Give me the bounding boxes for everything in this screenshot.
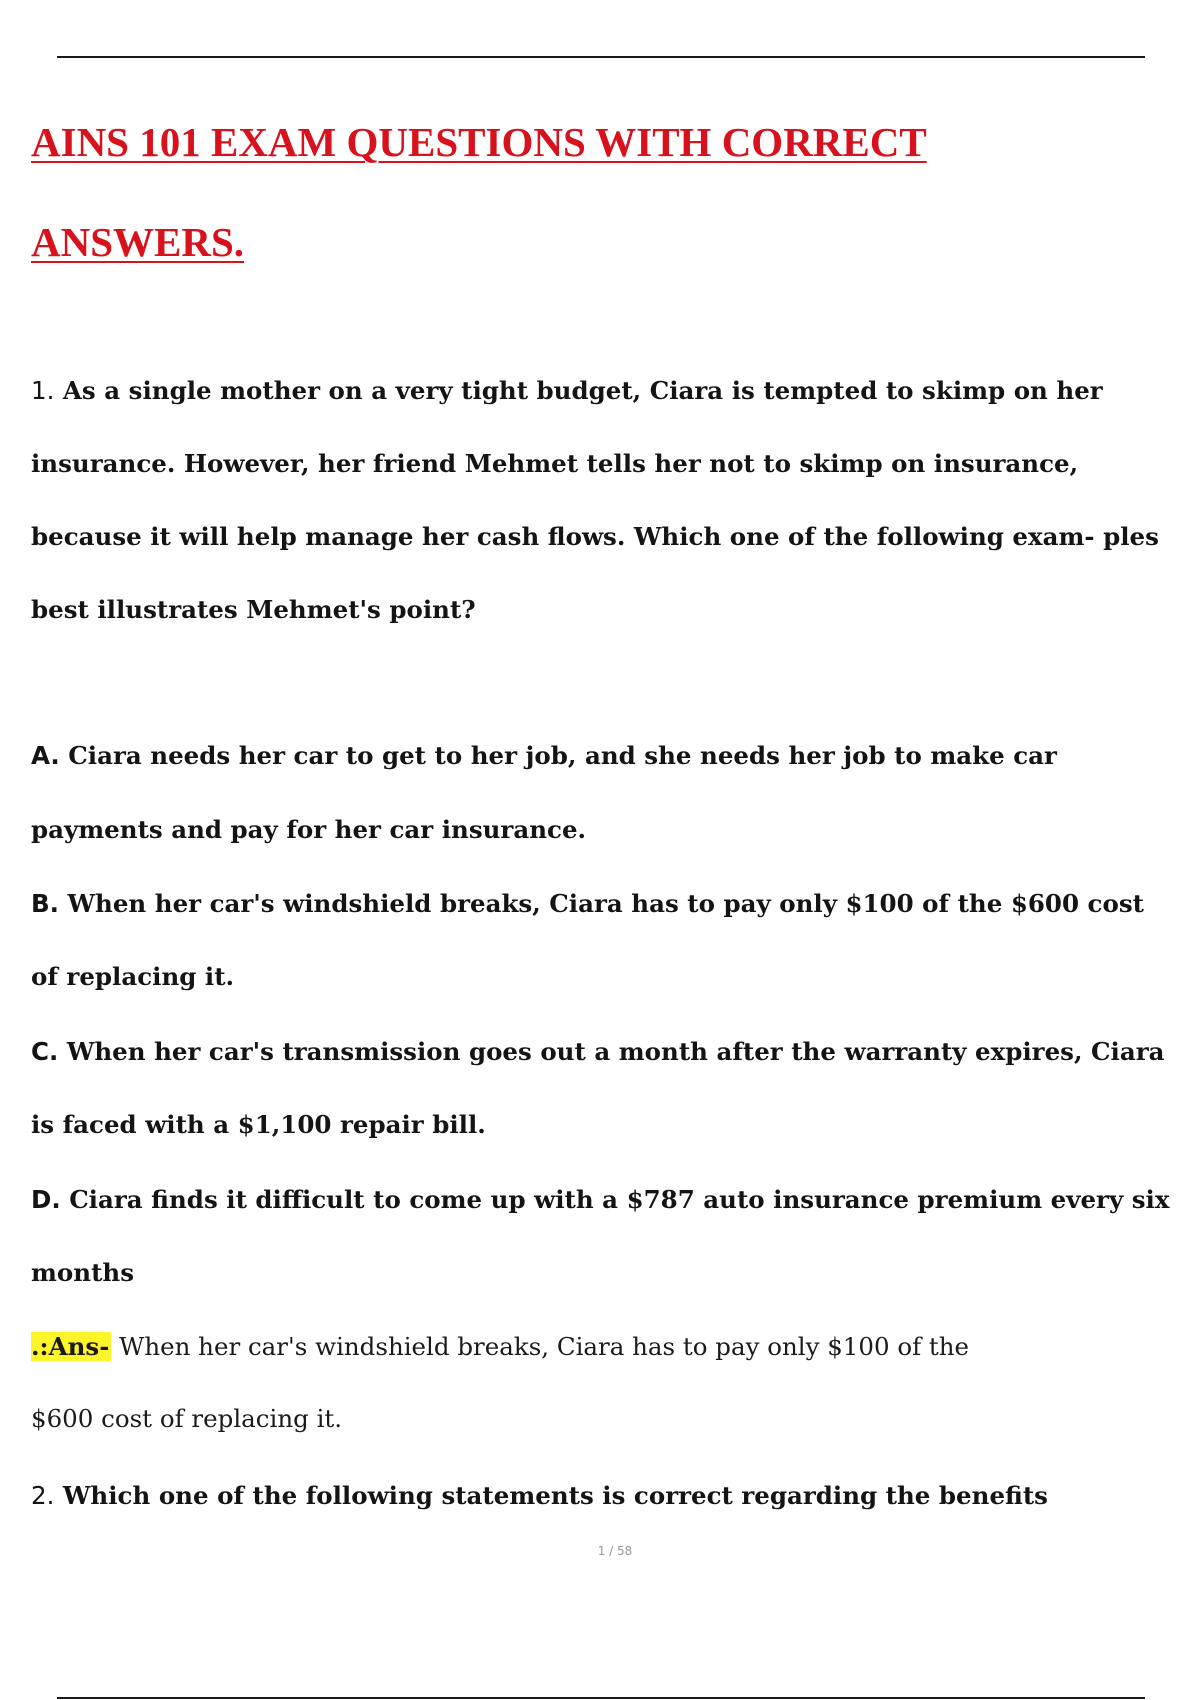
- answer-line-1: .:Ans- When her car's windshield breaks, Ciara has to pay only $100 of the: [31, 1332, 970, 1361]
- answer-label: .:Ans-: [31, 1332, 110, 1361]
- option-a-line-2: payments and pay for her car insurance.: [31, 815, 587, 844]
- question-2-number: 2.: [31, 1481, 55, 1510]
- option-d-letter: D.: [31, 1185, 61, 1214]
- option-a-letter: A.: [31, 741, 60, 770]
- document-title-line-2: ANSWERS.: [31, 219, 245, 265]
- option-b-line-2: of replacing it.: [31, 962, 235, 991]
- question-1-line-4: best illustrates Mehmet's point?: [31, 595, 476, 624]
- option-d-line-1: D. Ciara finds it difficult to come up with a $787 auto insurance premium every six: [31, 1185, 1170, 1214]
- top-divider: [57, 56, 1145, 58]
- question-1-line-1: 1. As a single mother on a very tight budget, Ciara is tempted to skimp on her: [31, 376, 1103, 405]
- bottom-divider: [57, 1697, 1145, 1699]
- page-indicator: 1 / 58: [597, 1544, 633, 1558]
- option-c-line-2: is faced with a $1,100 repair bill.: [31, 1110, 486, 1139]
- option-d-line-2: months: [31, 1258, 135, 1287]
- option-c-line-1: C. When her car's transmission goes out a month after the warranty expires, Ciara: [31, 1037, 1165, 1066]
- question-2-line-1: 2. Which one of the following statements is correct regarding the benefits: [31, 1481, 1048, 1510]
- question-1-number: 1.: [31, 376, 55, 405]
- document-title-line-1: AINS 101 EXAM QUESTIONS WITH CORRECT: [31, 119, 927, 165]
- option-b-line-1: B. When her car's windshield breaks, Ciara has to pay only $100 of the $600 cost: [31, 889, 1144, 918]
- answer-line-2: $600 cost of replacing it.: [31, 1404, 343, 1433]
- option-b-letter: B.: [31, 889, 59, 918]
- option-a-line-1: A. Ciara needs her car to get to her job, and she needs her job to make car: [31, 741, 1057, 770]
- option-c-letter: C.: [31, 1037, 59, 1066]
- question-1-line-2: insurance. However, her friend Mehmet tells her not to skimp on insurance,: [31, 449, 1079, 478]
- question-1-line-3: because it will help manage her cash flows. Which one of the following exam- ples: [31, 522, 1159, 551]
